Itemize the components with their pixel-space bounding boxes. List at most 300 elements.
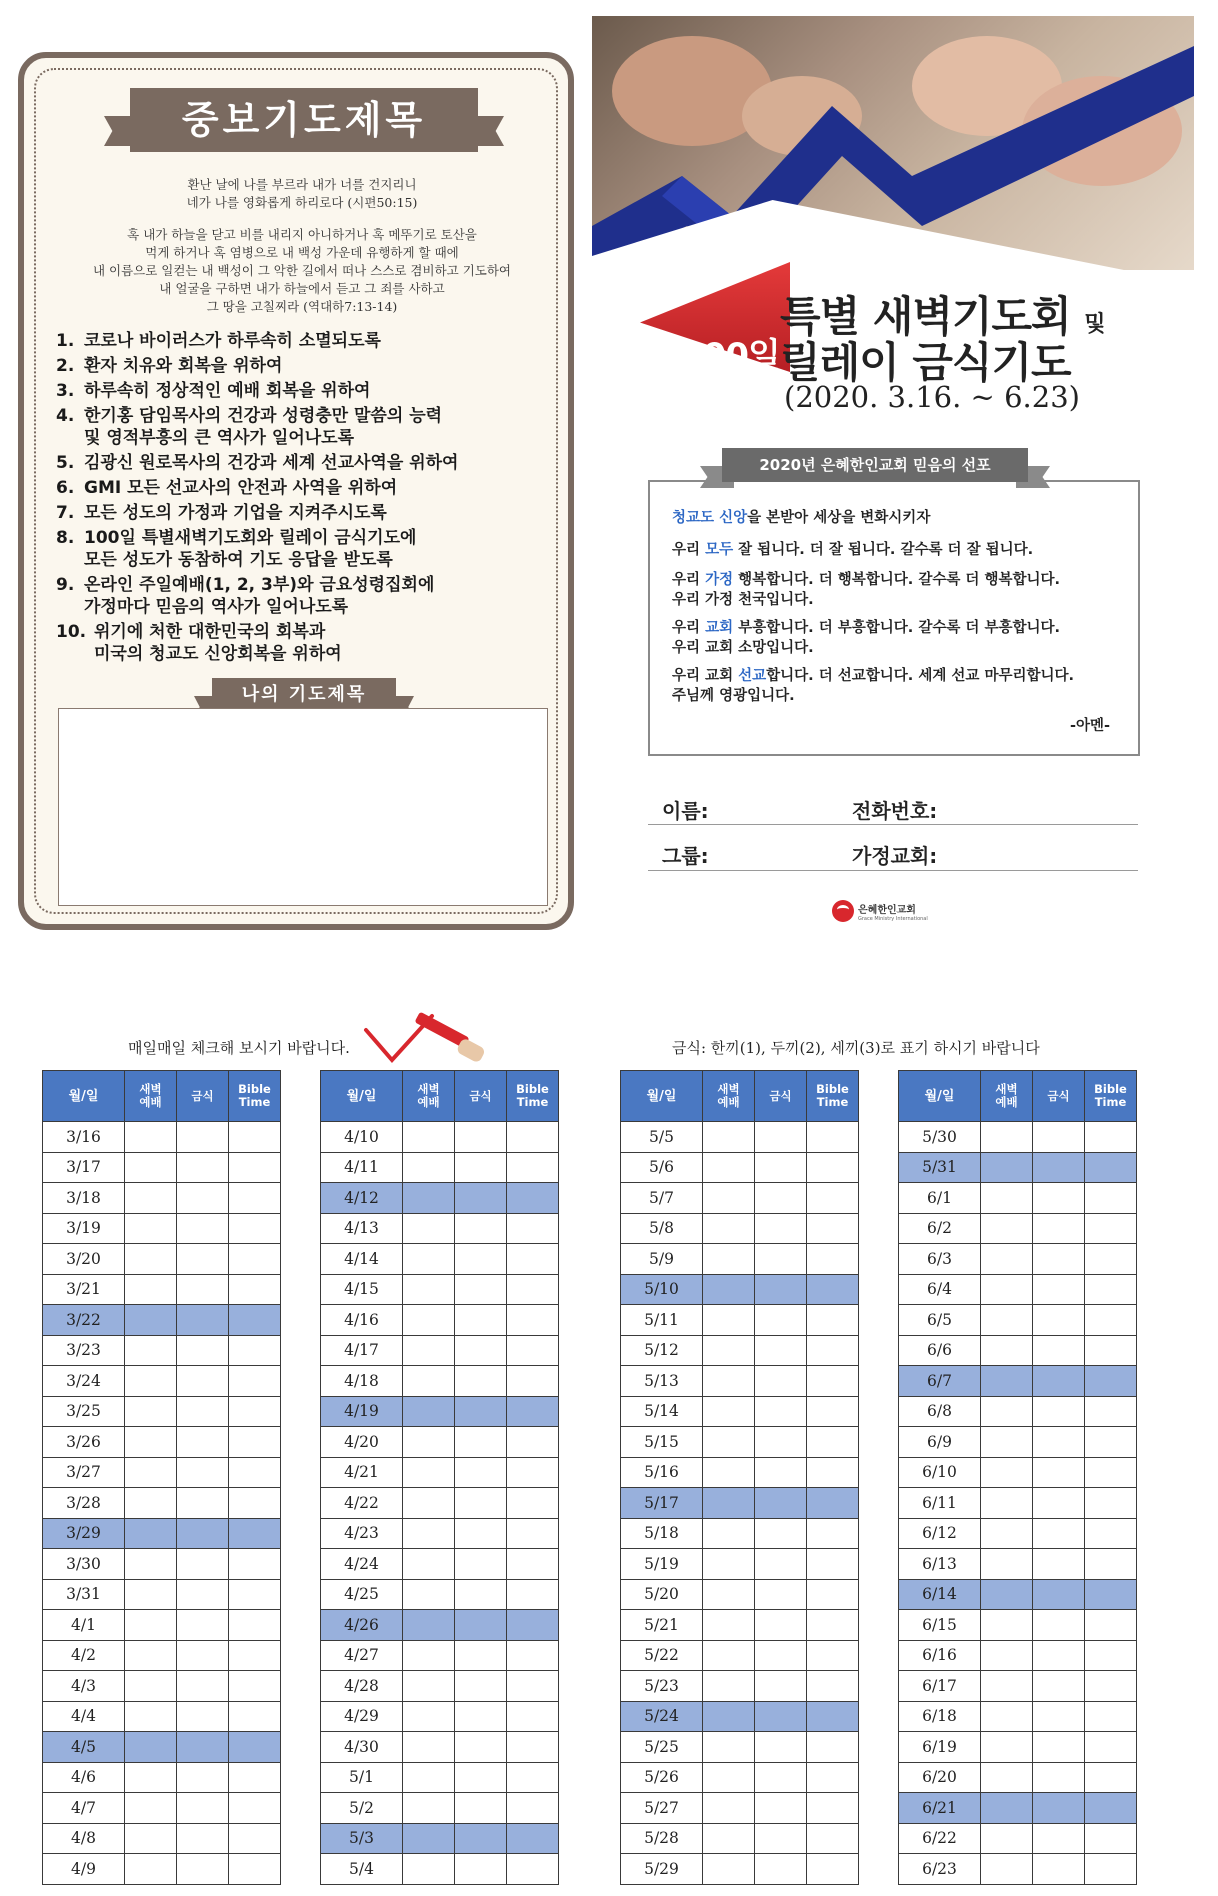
dawn-check-cell[interactable]	[703, 1396, 755, 1427]
bible-check-cell[interactable]	[229, 1274, 281, 1305]
bible-check-cell[interactable]	[507, 1335, 559, 1366]
fasting-check-cell[interactable]	[1033, 1732, 1085, 1763]
dawn-check-cell[interactable]	[981, 1244, 1033, 1275]
fasting-check-cell[interactable]	[1033, 1396, 1085, 1427]
fasting-check-cell[interactable]	[1033, 1488, 1085, 1519]
dawn-check-cell[interactable]	[703, 1335, 755, 1366]
dawn-check-cell[interactable]	[403, 1366, 455, 1397]
dawn-check-cell[interactable]	[703, 1457, 755, 1488]
fasting-check-cell[interactable]	[177, 1518, 229, 1549]
bible-check-cell[interactable]	[507, 1793, 559, 1824]
bible-check-cell[interactable]	[507, 1213, 559, 1244]
bible-check-cell[interactable]	[507, 1366, 559, 1397]
dawn-check-cell[interactable]	[403, 1579, 455, 1610]
fasting-check-cell[interactable]	[455, 1793, 507, 1824]
dawn-check-cell[interactable]	[125, 1183, 177, 1214]
bible-check-cell[interactable]	[1085, 1579, 1137, 1610]
bible-check-cell[interactable]	[507, 1640, 559, 1671]
dawn-check-cell[interactable]	[403, 1244, 455, 1275]
bible-check-cell[interactable]	[507, 1549, 559, 1580]
fasting-check-cell[interactable]	[755, 1213, 807, 1244]
fasting-check-cell[interactable]	[1033, 1579, 1085, 1610]
dawn-check-cell[interactable]	[703, 1762, 755, 1793]
dawn-check-cell[interactable]	[703, 1305, 755, 1336]
bible-check-cell[interactable]	[229, 1701, 281, 1732]
fasting-check-cell[interactable]	[755, 1701, 807, 1732]
bible-check-cell[interactable]	[229, 1793, 281, 1824]
dawn-check-cell[interactable]	[703, 1793, 755, 1824]
dawn-check-cell[interactable]	[981, 1213, 1033, 1244]
bible-check-cell[interactable]	[807, 1274, 859, 1305]
dawn-check-cell[interactable]	[403, 1488, 455, 1519]
bible-check-cell[interactable]	[229, 1335, 281, 1366]
bible-check-cell[interactable]	[807, 1762, 859, 1793]
fasting-check-cell[interactable]	[755, 1793, 807, 1824]
bible-check-cell[interactable]	[1085, 1518, 1137, 1549]
bible-check-cell[interactable]	[229, 1762, 281, 1793]
dawn-check-cell[interactable]	[403, 1427, 455, 1458]
fasting-check-cell[interactable]	[755, 1457, 807, 1488]
bible-check-cell[interactable]	[1085, 1305, 1137, 1336]
dawn-check-cell[interactable]	[981, 1701, 1033, 1732]
bible-check-cell[interactable]	[1085, 1335, 1137, 1366]
bible-check-cell[interactable]	[229, 1244, 281, 1275]
fasting-check-cell[interactable]	[177, 1244, 229, 1275]
fasting-check-cell[interactable]	[755, 1244, 807, 1275]
bible-check-cell[interactable]	[507, 1396, 559, 1427]
fasting-check-cell[interactable]	[455, 1366, 507, 1397]
fasting-check-cell[interactable]	[455, 1274, 507, 1305]
dawn-check-cell[interactable]	[125, 1732, 177, 1763]
bible-check-cell[interactable]	[807, 1335, 859, 1366]
bible-check-cell[interactable]	[229, 1640, 281, 1671]
bible-check-cell[interactable]	[1085, 1640, 1137, 1671]
fasting-check-cell[interactable]	[1033, 1610, 1085, 1641]
bible-check-cell[interactable]	[1085, 1610, 1137, 1641]
bible-check-cell[interactable]	[1085, 1823, 1137, 1854]
dawn-check-cell[interactable]	[403, 1122, 455, 1153]
dawn-check-cell[interactable]	[703, 1488, 755, 1519]
fasting-check-cell[interactable]	[455, 1488, 507, 1519]
fasting-check-cell[interactable]	[177, 1152, 229, 1183]
bible-check-cell[interactable]	[807, 1213, 859, 1244]
fasting-check-cell[interactable]	[455, 1152, 507, 1183]
dawn-check-cell[interactable]	[981, 1152, 1033, 1183]
fasting-check-cell[interactable]	[177, 1854, 229, 1885]
dawn-check-cell[interactable]	[125, 1762, 177, 1793]
fasting-check-cell[interactable]	[455, 1854, 507, 1885]
bible-check-cell[interactable]	[229, 1305, 281, 1336]
dawn-check-cell[interactable]	[981, 1823, 1033, 1854]
fasting-check-cell[interactable]	[755, 1183, 807, 1214]
fasting-check-cell[interactable]	[177, 1549, 229, 1580]
dawn-check-cell[interactable]	[703, 1274, 755, 1305]
dawn-check-cell[interactable]	[981, 1518, 1033, 1549]
bible-check-cell[interactable]	[507, 1671, 559, 1702]
dawn-check-cell[interactable]	[125, 1213, 177, 1244]
bible-check-cell[interactable]	[507, 1518, 559, 1549]
bible-check-cell[interactable]	[507, 1762, 559, 1793]
fasting-check-cell[interactable]	[455, 1427, 507, 1458]
fasting-check-cell[interactable]	[1033, 1244, 1085, 1275]
fasting-check-cell[interactable]	[455, 1610, 507, 1641]
bible-check-cell[interactable]	[507, 1427, 559, 1458]
dawn-check-cell[interactable]	[403, 1854, 455, 1885]
dawn-check-cell[interactable]	[703, 1701, 755, 1732]
dawn-check-cell[interactable]	[981, 1732, 1033, 1763]
fasting-check-cell[interactable]	[755, 1274, 807, 1305]
dawn-check-cell[interactable]	[703, 1427, 755, 1458]
fasting-check-cell[interactable]	[177, 1213, 229, 1244]
fasting-check-cell[interactable]	[1033, 1671, 1085, 1702]
bible-check-cell[interactable]	[1085, 1762, 1137, 1793]
dawn-check-cell[interactable]	[981, 1396, 1033, 1427]
dawn-check-cell[interactable]	[125, 1152, 177, 1183]
bible-check-cell[interactable]	[229, 1671, 281, 1702]
bible-check-cell[interactable]	[507, 1183, 559, 1214]
fasting-check-cell[interactable]	[177, 1122, 229, 1153]
fasting-check-cell[interactable]	[177, 1366, 229, 1397]
dawn-check-cell[interactable]	[703, 1213, 755, 1244]
dawn-check-cell[interactable]	[125, 1488, 177, 1519]
fasting-check-cell[interactable]	[755, 1762, 807, 1793]
dawn-check-cell[interactable]	[703, 1579, 755, 1610]
bible-check-cell[interactable]	[1085, 1244, 1137, 1275]
fasting-check-cell[interactable]	[455, 1183, 507, 1214]
dawn-check-cell[interactable]	[703, 1366, 755, 1397]
bible-check-cell[interactable]	[807, 1671, 859, 1702]
fasting-check-cell[interactable]	[1033, 1549, 1085, 1580]
fasting-check-cell[interactable]	[455, 1396, 507, 1427]
dawn-check-cell[interactable]	[981, 1488, 1033, 1519]
dawn-check-cell[interactable]	[125, 1427, 177, 1458]
fasting-check-cell[interactable]	[177, 1823, 229, 1854]
dawn-check-cell[interactable]	[981, 1122, 1033, 1153]
bible-check-cell[interactable]	[229, 1366, 281, 1397]
fasting-check-cell[interactable]	[177, 1396, 229, 1427]
bible-check-cell[interactable]	[229, 1396, 281, 1427]
bible-check-cell[interactable]	[507, 1488, 559, 1519]
fasting-check-cell[interactable]	[1033, 1213, 1085, 1244]
fasting-check-cell[interactable]	[1033, 1762, 1085, 1793]
fasting-check-cell[interactable]	[755, 1488, 807, 1519]
fasting-check-cell[interactable]	[455, 1823, 507, 1854]
dawn-check-cell[interactable]	[981, 1762, 1033, 1793]
fasting-check-cell[interactable]	[755, 1305, 807, 1336]
bible-check-cell[interactable]	[1085, 1396, 1137, 1427]
fasting-check-cell[interactable]	[455, 1244, 507, 1275]
dawn-check-cell[interactable]	[125, 1457, 177, 1488]
fasting-check-cell[interactable]	[755, 1610, 807, 1641]
fasting-check-cell[interactable]	[755, 1396, 807, 1427]
bible-check-cell[interactable]	[507, 1274, 559, 1305]
fasting-check-cell[interactable]	[177, 1762, 229, 1793]
dawn-check-cell[interactable]	[125, 1610, 177, 1641]
fasting-check-cell[interactable]	[1033, 1457, 1085, 1488]
dawn-check-cell[interactable]	[981, 1793, 1033, 1824]
dawn-check-cell[interactable]	[981, 1274, 1033, 1305]
fasting-check-cell[interactable]	[1033, 1183, 1085, 1214]
dawn-check-cell[interactable]	[125, 1640, 177, 1671]
bible-check-cell[interactable]	[807, 1823, 859, 1854]
bible-check-cell[interactable]	[507, 1823, 559, 1854]
dawn-check-cell[interactable]	[703, 1610, 755, 1641]
bible-check-cell[interactable]	[807, 1518, 859, 1549]
bible-check-cell[interactable]	[807, 1701, 859, 1732]
bible-check-cell[interactable]	[1085, 1152, 1137, 1183]
bible-check-cell[interactable]	[1085, 1122, 1137, 1153]
bible-check-cell[interactable]	[1085, 1213, 1137, 1244]
dawn-check-cell[interactable]	[403, 1518, 455, 1549]
fasting-check-cell[interactable]	[455, 1671, 507, 1702]
fasting-check-cell[interactable]	[455, 1518, 507, 1549]
fasting-check-cell[interactable]	[755, 1366, 807, 1397]
fasting-check-cell[interactable]	[177, 1579, 229, 1610]
dawn-check-cell[interactable]	[403, 1671, 455, 1702]
dawn-check-cell[interactable]	[703, 1732, 755, 1763]
fasting-check-cell[interactable]	[1033, 1701, 1085, 1732]
bible-check-cell[interactable]	[507, 1305, 559, 1336]
dawn-check-cell[interactable]	[703, 1152, 755, 1183]
bible-check-cell[interactable]	[229, 1427, 281, 1458]
fasting-check-cell[interactable]	[455, 1640, 507, 1671]
bible-check-cell[interactable]	[507, 1701, 559, 1732]
fasting-check-cell[interactable]	[1033, 1152, 1085, 1183]
bible-check-cell[interactable]	[507, 1152, 559, 1183]
bible-check-cell[interactable]	[1085, 1427, 1137, 1458]
dawn-check-cell[interactable]	[981, 1457, 1033, 1488]
dawn-check-cell[interactable]	[981, 1305, 1033, 1336]
fasting-check-cell[interactable]	[1033, 1366, 1085, 1397]
dawn-check-cell[interactable]	[125, 1823, 177, 1854]
dawn-check-cell[interactable]	[125, 1671, 177, 1702]
dawn-check-cell[interactable]	[703, 1671, 755, 1702]
bible-check-cell[interactable]	[1085, 1366, 1137, 1397]
dawn-check-cell[interactable]	[981, 1549, 1033, 1580]
bible-check-cell[interactable]	[807, 1183, 859, 1214]
fasting-check-cell[interactable]	[755, 1518, 807, 1549]
dawn-check-cell[interactable]	[403, 1213, 455, 1244]
dawn-check-cell[interactable]	[703, 1549, 755, 1580]
fasting-check-cell[interactable]	[1033, 1305, 1085, 1336]
fasting-check-cell[interactable]	[177, 1335, 229, 1366]
bible-check-cell[interactable]	[807, 1305, 859, 1336]
bible-check-cell[interactable]	[229, 1183, 281, 1214]
dawn-check-cell[interactable]	[703, 1640, 755, 1671]
fasting-check-cell[interactable]	[177, 1427, 229, 1458]
dawn-check-cell[interactable]	[403, 1701, 455, 1732]
bible-check-cell[interactable]	[229, 1732, 281, 1763]
bible-check-cell[interactable]	[1085, 1549, 1137, 1580]
dawn-check-cell[interactable]	[125, 1274, 177, 1305]
fasting-check-cell[interactable]	[455, 1701, 507, 1732]
bible-check-cell[interactable]	[507, 1579, 559, 1610]
bible-check-cell[interactable]	[807, 1488, 859, 1519]
dawn-check-cell[interactable]	[703, 1823, 755, 1854]
dawn-check-cell[interactable]	[981, 1854, 1033, 1885]
bible-check-cell[interactable]	[807, 1396, 859, 1427]
bible-check-cell[interactable]	[807, 1366, 859, 1397]
bible-check-cell[interactable]	[807, 1427, 859, 1458]
fasting-check-cell[interactable]	[455, 1762, 507, 1793]
fasting-check-cell[interactable]	[1033, 1823, 1085, 1854]
fasting-check-cell[interactable]	[1033, 1274, 1085, 1305]
fasting-check-cell[interactable]	[177, 1732, 229, 1763]
bible-check-cell[interactable]	[507, 1732, 559, 1763]
bible-check-cell[interactable]	[1085, 1793, 1137, 1824]
dawn-check-cell[interactable]	[981, 1427, 1033, 1458]
fasting-check-cell[interactable]	[177, 1671, 229, 1702]
dawn-check-cell[interactable]	[403, 1549, 455, 1580]
dawn-check-cell[interactable]	[403, 1823, 455, 1854]
bible-check-cell[interactable]	[807, 1244, 859, 1275]
fasting-check-cell[interactable]	[177, 1701, 229, 1732]
dawn-check-cell[interactable]	[703, 1854, 755, 1885]
bible-check-cell[interactable]	[1085, 1671, 1137, 1702]
bible-check-cell[interactable]	[1085, 1457, 1137, 1488]
fasting-check-cell[interactable]	[177, 1640, 229, 1671]
fasting-check-cell[interactable]	[1033, 1854, 1085, 1885]
dawn-check-cell[interactable]	[981, 1183, 1033, 1214]
bible-check-cell[interactable]	[229, 1579, 281, 1610]
fasting-check-cell[interactable]	[755, 1640, 807, 1671]
dawn-check-cell[interactable]	[403, 1793, 455, 1824]
fasting-check-cell[interactable]	[755, 1823, 807, 1854]
bible-check-cell[interactable]	[807, 1152, 859, 1183]
dawn-check-cell[interactable]	[125, 1579, 177, 1610]
name-phone-line[interactable]	[648, 824, 1138, 825]
bible-check-cell[interactable]	[229, 1488, 281, 1519]
fasting-check-cell[interactable]	[177, 1793, 229, 1824]
fasting-check-cell[interactable]	[755, 1335, 807, 1366]
dawn-check-cell[interactable]	[403, 1457, 455, 1488]
bible-check-cell[interactable]	[507, 1122, 559, 1153]
fasting-check-cell[interactable]	[1033, 1122, 1085, 1153]
fasting-check-cell[interactable]	[177, 1457, 229, 1488]
dawn-check-cell[interactable]	[125, 1396, 177, 1427]
dawn-check-cell[interactable]	[703, 1518, 755, 1549]
dawn-check-cell[interactable]	[125, 1122, 177, 1153]
my-prayer-box[interactable]	[58, 708, 548, 906]
fasting-check-cell[interactable]	[755, 1854, 807, 1885]
group-house-line[interactable]	[648, 870, 1138, 871]
dawn-check-cell[interactable]	[403, 1152, 455, 1183]
dawn-check-cell[interactable]	[981, 1640, 1033, 1671]
bible-check-cell[interactable]	[807, 1549, 859, 1580]
dawn-check-cell[interactable]	[403, 1610, 455, 1641]
fasting-check-cell[interactable]	[1033, 1793, 1085, 1824]
dawn-check-cell[interactable]	[403, 1640, 455, 1671]
dawn-check-cell[interactable]	[703, 1244, 755, 1275]
bible-check-cell[interactable]	[229, 1152, 281, 1183]
fasting-check-cell[interactable]	[455, 1122, 507, 1153]
bible-check-cell[interactable]	[229, 1122, 281, 1153]
dawn-check-cell[interactable]	[981, 1671, 1033, 1702]
bible-check-cell[interactable]	[229, 1549, 281, 1580]
bible-check-cell[interactable]	[507, 1457, 559, 1488]
bible-check-cell[interactable]	[229, 1457, 281, 1488]
fasting-check-cell[interactable]	[755, 1579, 807, 1610]
bible-check-cell[interactable]	[807, 1640, 859, 1671]
fasting-check-cell[interactable]	[755, 1152, 807, 1183]
dawn-check-cell[interactable]	[981, 1366, 1033, 1397]
bible-check-cell[interactable]	[229, 1854, 281, 1885]
dawn-check-cell[interactable]	[403, 1762, 455, 1793]
fasting-check-cell[interactable]	[755, 1122, 807, 1153]
fasting-check-cell[interactable]	[455, 1457, 507, 1488]
dawn-check-cell[interactable]	[403, 1305, 455, 1336]
dawn-check-cell[interactable]	[125, 1793, 177, 1824]
fasting-check-cell[interactable]	[177, 1488, 229, 1519]
bible-check-cell[interactable]	[807, 1610, 859, 1641]
dawn-check-cell[interactable]	[403, 1274, 455, 1305]
bible-check-cell[interactable]	[807, 1793, 859, 1824]
bible-check-cell[interactable]	[229, 1213, 281, 1244]
bible-check-cell[interactable]	[229, 1518, 281, 1549]
dawn-check-cell[interactable]	[125, 1335, 177, 1366]
dawn-check-cell[interactable]	[125, 1854, 177, 1885]
bible-check-cell[interactable]	[1085, 1274, 1137, 1305]
fasting-check-cell[interactable]	[455, 1305, 507, 1336]
fasting-check-cell[interactable]	[455, 1213, 507, 1244]
dawn-check-cell[interactable]	[981, 1335, 1033, 1366]
bible-check-cell[interactable]	[807, 1122, 859, 1153]
fasting-check-cell[interactable]	[755, 1427, 807, 1458]
bible-check-cell[interactable]	[1085, 1488, 1137, 1519]
dawn-check-cell[interactable]	[125, 1701, 177, 1732]
dawn-check-cell[interactable]	[981, 1579, 1033, 1610]
fasting-check-cell[interactable]	[455, 1579, 507, 1610]
dawn-check-cell[interactable]	[703, 1183, 755, 1214]
bible-check-cell[interactable]	[1085, 1701, 1137, 1732]
bible-check-cell[interactable]	[1085, 1854, 1137, 1885]
fasting-check-cell[interactable]	[1033, 1335, 1085, 1366]
dawn-check-cell[interactable]	[403, 1396, 455, 1427]
dawn-check-cell[interactable]	[403, 1732, 455, 1763]
bible-check-cell[interactable]	[807, 1579, 859, 1610]
fasting-check-cell[interactable]	[177, 1274, 229, 1305]
fasting-check-cell[interactable]	[455, 1732, 507, 1763]
fasting-check-cell[interactable]	[177, 1183, 229, 1214]
bible-check-cell[interactable]	[507, 1854, 559, 1885]
dawn-check-cell[interactable]	[981, 1610, 1033, 1641]
fasting-check-cell[interactable]	[1033, 1640, 1085, 1671]
dawn-check-cell[interactable]	[403, 1335, 455, 1366]
fasting-check-cell[interactable]	[455, 1549, 507, 1580]
fasting-check-cell[interactable]	[177, 1610, 229, 1641]
fasting-check-cell[interactable]	[1033, 1518, 1085, 1549]
bible-check-cell[interactable]	[507, 1244, 559, 1275]
fasting-check-cell[interactable]	[755, 1549, 807, 1580]
bible-check-cell[interactable]	[1085, 1732, 1137, 1763]
fasting-check-cell[interactable]	[755, 1732, 807, 1763]
dawn-check-cell[interactable]	[125, 1305, 177, 1336]
fasting-check-cell[interactable]	[455, 1335, 507, 1366]
dawn-check-cell[interactable]	[125, 1518, 177, 1549]
fasting-check-cell[interactable]	[1033, 1427, 1085, 1458]
dawn-check-cell[interactable]	[703, 1122, 755, 1153]
bible-check-cell[interactable]	[807, 1732, 859, 1763]
fasting-check-cell[interactable]	[755, 1671, 807, 1702]
bible-check-cell[interactable]	[807, 1457, 859, 1488]
bible-check-cell[interactable]	[229, 1823, 281, 1854]
bible-check-cell[interactable]	[229, 1610, 281, 1641]
dawn-check-cell[interactable]	[125, 1244, 177, 1275]
bible-check-cell[interactable]	[1085, 1183, 1137, 1214]
bible-check-cell[interactable]	[507, 1610, 559, 1641]
dawn-check-cell[interactable]	[125, 1549, 177, 1580]
bible-check-cell[interactable]	[807, 1854, 859, 1885]
